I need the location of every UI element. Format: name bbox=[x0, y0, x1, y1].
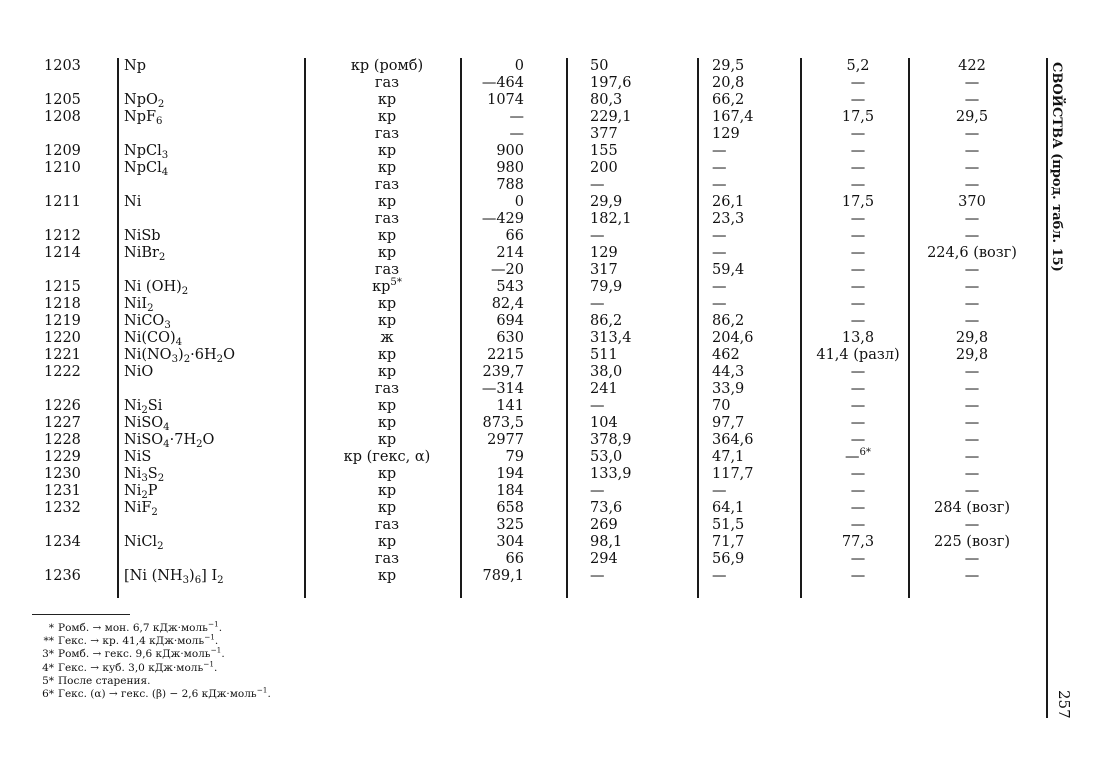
value-col-1: 980 bbox=[496, 160, 524, 176]
value-col-2: — bbox=[590, 177, 605, 193]
value-col-3: 29,5 bbox=[712, 58, 745, 74]
value-col-1: 304 bbox=[496, 534, 524, 550]
value-col-1: 66 bbox=[505, 551, 524, 567]
value-col-4: 17,5 bbox=[841, 194, 875, 210]
value-col-5: 225 (возг) bbox=[934, 534, 1010, 550]
value-col-2: — bbox=[590, 296, 605, 312]
value-col-1: 239,7 bbox=[482, 364, 524, 380]
value-col-3: — bbox=[712, 296, 727, 312]
value-col-2: 50 bbox=[590, 58, 609, 74]
table-row bbox=[0, 483, 1040, 500]
value-col-2: 38,0 bbox=[590, 364, 623, 380]
table-row bbox=[0, 551, 1040, 568]
footnote bbox=[30, 645, 430, 661]
value-col-2: 378,9 bbox=[590, 432, 632, 448]
value-col-3: 71,7 bbox=[712, 534, 745, 550]
formula: $Ni(NO_3)_2\cdot 6H_2O$ bbox=[124, 347, 235, 366]
value-col-1: 788 bbox=[496, 177, 524, 193]
value-col-3: 23,3 bbox=[712, 211, 745, 227]
footnote-mark: 4* bbox=[42, 661, 54, 674]
value-col-3: — bbox=[712, 245, 727, 261]
footnote bbox=[30, 632, 430, 648]
footnote-mark: 5* bbox=[42, 674, 54, 687]
entry-number: 1222 bbox=[44, 364, 81, 380]
value-col-3: — bbox=[712, 228, 727, 244]
footnote-text: Ромб. → мон. 6,7 кДж·моль$^{-1}$. bbox=[58, 619, 223, 634]
state: газ bbox=[374, 262, 400, 278]
value-col-2: — bbox=[590, 483, 605, 499]
formula: $NiSO_4\cdot 7H_2O$ bbox=[124, 432, 215, 451]
table-row bbox=[0, 75, 1040, 92]
table-row bbox=[0, 194, 1040, 211]
running-header: СВОЙСТВА (прод. табл. 15) bbox=[1049, 62, 1064, 272]
value-col-2: 80,3 bbox=[590, 92, 623, 108]
footnote-text: Гекс. (α) → гекс. (β) − 2,6 кДж·моль$^{-1}$. bbox=[58, 685, 271, 700]
value-col-1: 658 bbox=[496, 500, 524, 516]
footnote-mark: ** bbox=[43, 635, 54, 648]
state: кр bbox=[377, 364, 397, 380]
state: кр bbox=[377, 160, 397, 176]
formula: Ni bbox=[124, 194, 142, 210]
value-col-3: 204,6 bbox=[712, 330, 754, 346]
value-col-4: — bbox=[850, 381, 866, 397]
value-col-5: — bbox=[964, 398, 980, 414]
footnote-mark: * bbox=[48, 622, 54, 634]
value-col-4: — bbox=[850, 75, 866, 91]
value-col-5: — bbox=[964, 160, 980, 176]
value-col-5: — bbox=[964, 517, 980, 533]
state: кр bbox=[377, 194, 397, 210]
value-col-5: 29,8 bbox=[955, 347, 989, 363]
value-col-2: 241 bbox=[590, 381, 618, 397]
value-col-3: 44,3 bbox=[712, 364, 745, 380]
value-col-2: — bbox=[590, 228, 605, 244]
value-col-2: — bbox=[590, 398, 605, 414]
table-row bbox=[0, 160, 1040, 177]
value-col-2: 29,9 bbox=[590, 194, 623, 210]
footnote-text: Гекс. → кр. 41,4 кДж·моль$^{-1}$. bbox=[58, 632, 219, 648]
state: газ bbox=[374, 381, 400, 397]
footnote bbox=[30, 619, 430, 634]
formula: NiCl$_2$ bbox=[124, 534, 164, 553]
state: кр bbox=[377, 347, 397, 363]
value-col-2: 104 bbox=[590, 415, 618, 431]
value-col-3: — bbox=[712, 568, 727, 584]
value-col-3: 364,6 bbox=[712, 432, 754, 448]
entry-number: 1229 bbox=[44, 449, 81, 465]
value-col-1: 789,1 bbox=[482, 568, 524, 584]
value-col-1: 873,5 bbox=[482, 415, 524, 431]
footnote bbox=[30, 685, 430, 700]
value-col-4: — bbox=[850, 177, 866, 193]
table-row bbox=[0, 143, 1040, 160]
formula: NpO$_2$ bbox=[124, 92, 165, 111]
value-col-3: 33,9 bbox=[712, 381, 745, 397]
value-col-5: — bbox=[964, 313, 980, 329]
formula: $Ni_3S_2$ bbox=[124, 466, 165, 485]
formula: NiS bbox=[124, 449, 152, 465]
value-col-4: — bbox=[850, 245, 866, 261]
table-row bbox=[0, 517, 1040, 534]
value-col-3: 167,4 bbox=[712, 109, 754, 125]
state: кр bbox=[377, 534, 397, 550]
value-col-3: 56,9 bbox=[712, 551, 745, 567]
value-col-4: — bbox=[850, 313, 866, 329]
entry-number: 1221 bbox=[44, 347, 81, 363]
table-row bbox=[0, 228, 1040, 245]
entry-number: 1210 bbox=[44, 160, 81, 176]
table-row bbox=[0, 381, 1040, 398]
entry-number: 1228 bbox=[44, 432, 81, 448]
value-col-4: — bbox=[850, 432, 866, 448]
value-col-4: — bbox=[850, 483, 866, 499]
formula: NpCl$_3$ bbox=[124, 143, 169, 162]
formula: NiCO$_3$ bbox=[124, 313, 171, 332]
value-col-1: 0 bbox=[514, 58, 524, 74]
formula: Ni $(OH)_2$ bbox=[124, 279, 189, 298]
footnote bbox=[30, 659, 430, 674]
value-col-3: 70 bbox=[712, 398, 731, 414]
entry-number: 1226 bbox=[44, 398, 81, 414]
value-col-3: 51,5 bbox=[712, 517, 745, 533]
value-col-5: 224,6 (возг) bbox=[927, 245, 1017, 261]
state: кр bbox=[377, 143, 397, 159]
value-col-2: 511 bbox=[590, 347, 618, 363]
formula: $Ni_2P$ bbox=[124, 483, 158, 502]
table-row bbox=[0, 177, 1040, 194]
table-row bbox=[0, 109, 1040, 126]
value-col-2: 229,1 bbox=[590, 109, 632, 125]
value-col-3: — bbox=[712, 177, 727, 193]
value-col-4: — bbox=[850, 211, 866, 227]
state: кр bbox=[377, 313, 397, 329]
formula: NpF$_6$ bbox=[124, 109, 163, 128]
state: кр bbox=[377, 466, 397, 482]
value-col-5: — bbox=[964, 364, 980, 380]
footnote-mark: 6* bbox=[42, 688, 54, 700]
state: газ bbox=[374, 177, 400, 193]
formula: Np bbox=[124, 58, 146, 74]
state: кр bbox=[377, 568, 397, 584]
table-row bbox=[0, 415, 1040, 432]
state: кр bbox=[377, 245, 397, 261]
table-row bbox=[0, 534, 1040, 551]
formula: NiI$_2$ bbox=[124, 296, 154, 315]
value-col-2: 182,1 bbox=[590, 211, 632, 227]
value-col-3: 20,8 bbox=[712, 75, 745, 91]
entry-number: 1211 bbox=[44, 194, 81, 210]
value-col-4: — bbox=[850, 415, 866, 431]
value-col-4: 17,5 bbox=[841, 109, 875, 125]
entry-number: 1205 bbox=[44, 92, 81, 108]
value-col-1: 82,4 bbox=[491, 296, 524, 312]
state: $кр^{5*}$ bbox=[372, 276, 402, 295]
value-col-2: 79,9 bbox=[590, 279, 623, 295]
value-col-1: 141 bbox=[496, 398, 524, 414]
table-row bbox=[0, 126, 1040, 143]
value-col-4: — bbox=[850, 143, 866, 159]
value-col-3: 462 bbox=[712, 347, 740, 363]
value-col-4: — bbox=[850, 296, 866, 312]
value-col-4: — bbox=[850, 517, 866, 533]
value-col-5: — bbox=[964, 381, 980, 397]
entry-number: 1227 bbox=[44, 415, 81, 431]
value-col-2: 86,2 bbox=[590, 313, 623, 329]
value-col-3: 26,1 bbox=[712, 194, 745, 210]
value-col-2: 294 bbox=[590, 551, 618, 567]
table-row bbox=[0, 398, 1040, 415]
value-col-1: 0 bbox=[514, 194, 524, 210]
table-row bbox=[0, 500, 1040, 517]
value-col-1: — bbox=[509, 126, 524, 142]
value-col-4: 41,4 (разл) bbox=[816, 347, 900, 363]
state: кр (ромб) bbox=[350, 58, 424, 74]
value-col-5: — bbox=[964, 279, 980, 295]
value-col-4: — bbox=[850, 568, 866, 584]
footnote-text: Гекс. → куб. 3,0 кДж·моль$^{-1}$. bbox=[58, 659, 218, 674]
value-col-2: 377 bbox=[590, 126, 618, 142]
value-col-3: 64,1 bbox=[712, 500, 745, 516]
state: газ bbox=[374, 126, 400, 142]
table-row bbox=[0, 568, 1040, 585]
entry-number: 1212 bbox=[44, 228, 81, 244]
value-col-1: —314 bbox=[481, 381, 524, 397]
value-col-4: — bbox=[850, 126, 866, 142]
entry-number: 1231 bbox=[44, 483, 81, 499]
table-row bbox=[0, 432, 1040, 449]
value-col-5: — bbox=[964, 466, 980, 482]
value-col-4: — bbox=[850, 279, 866, 295]
entry-number: 1220 bbox=[44, 330, 81, 346]
value-col-5: — bbox=[964, 228, 980, 244]
value-col-2: 269 bbox=[590, 517, 618, 533]
value-col-4: — bbox=[850, 92, 866, 108]
value-col-5: — bbox=[964, 449, 980, 465]
value-col-4: — bbox=[850, 262, 866, 278]
value-col-1: —20 bbox=[491, 262, 524, 278]
entry-number: 1218 bbox=[44, 296, 81, 312]
state: газ bbox=[374, 211, 400, 227]
value-col-5: — bbox=[964, 568, 980, 584]
value-col-1: 325 bbox=[496, 517, 524, 533]
entry-number: 1215 bbox=[44, 279, 81, 295]
value-col-3: — bbox=[712, 279, 727, 295]
state: кр bbox=[377, 296, 397, 312]
value-col-5: 370 bbox=[958, 194, 986, 210]
value-col-3: — bbox=[712, 143, 727, 159]
state: кр bbox=[377, 228, 397, 244]
value-col-4: — bbox=[850, 466, 866, 482]
value-col-3: — bbox=[712, 483, 727, 499]
value-col-1: 2977 bbox=[487, 432, 524, 448]
value-col-5: — bbox=[964, 432, 980, 448]
value-col-1: 900 bbox=[496, 143, 524, 159]
value-col-2: 53,0 bbox=[590, 449, 623, 465]
value-col-5: — bbox=[964, 92, 980, 108]
value-col-5: — bbox=[964, 296, 980, 312]
value-col-5: — bbox=[964, 262, 980, 278]
value-col-3: — bbox=[712, 160, 727, 176]
formula: NiO bbox=[124, 364, 154, 380]
value-col-4: — bbox=[850, 364, 866, 380]
value-col-1: 214 bbox=[496, 245, 524, 261]
value-col-2: 98,1 bbox=[590, 534, 623, 550]
value-col-1: — bbox=[509, 109, 524, 125]
table-row bbox=[0, 245, 1040, 262]
value-col-4: 13,8 bbox=[841, 330, 875, 346]
value-col-1: —429 bbox=[481, 211, 524, 227]
value-col-3: 47,1 bbox=[712, 449, 745, 465]
value-col-2: 133,9 bbox=[590, 466, 632, 482]
state: кр bbox=[377, 432, 397, 448]
table-row bbox=[0, 347, 1040, 364]
value-col-3: 66,2 bbox=[712, 92, 745, 108]
value-col-2: 313,4 bbox=[590, 330, 632, 346]
value-col-2: 129 bbox=[590, 245, 618, 261]
value-col-3: 129 bbox=[712, 126, 740, 142]
formula: NpCl$_4$ bbox=[124, 160, 169, 179]
value-col-5: — bbox=[964, 177, 980, 193]
value-col-3: 86,2 bbox=[712, 313, 745, 329]
value-col-3: 59,4 bbox=[712, 262, 745, 278]
table-row bbox=[0, 313, 1040, 330]
formula: [Ni $(NH_3)_6$] $I_2$ bbox=[124, 568, 224, 587]
value-col-1: 630 bbox=[496, 330, 524, 346]
formula: NiBr$_2$ bbox=[124, 245, 166, 264]
state: кр bbox=[377, 483, 397, 499]
value-col-2: 200 bbox=[590, 160, 618, 176]
table-row bbox=[0, 262, 1040, 279]
value-col-1: —464 bbox=[481, 75, 524, 91]
value-col-5: — bbox=[964, 126, 980, 142]
value-col-2: 155 bbox=[590, 143, 618, 159]
table-row bbox=[0, 364, 1040, 381]
value-col-1: 79 bbox=[505, 449, 524, 465]
table-row bbox=[0, 58, 1040, 75]
value-col-5: — bbox=[964, 211, 980, 227]
state: ж bbox=[380, 330, 394, 346]
value-col-4: — bbox=[850, 160, 866, 176]
value-col-4: — bbox=[850, 228, 866, 244]
formula: NiSO$_4$ bbox=[124, 415, 170, 434]
value-col-5: — bbox=[964, 415, 980, 431]
state: кр bbox=[377, 109, 397, 125]
value-col-3: 97,7 bbox=[712, 415, 745, 431]
entry-number: 1232 bbox=[44, 500, 81, 516]
value-col-4: — bbox=[850, 500, 866, 516]
footnote-text: После старения. bbox=[58, 674, 151, 687]
footnote bbox=[30, 675, 430, 687]
formula: $Ni(CO)_4$ bbox=[124, 330, 183, 349]
value-col-3: 117,7 bbox=[712, 466, 754, 482]
state: кр (гекс, α) bbox=[343, 449, 431, 465]
table-row bbox=[0, 211, 1040, 228]
value-col-1: 184 bbox=[496, 483, 524, 499]
value-col-2: 197,6 bbox=[590, 75, 632, 91]
table-row bbox=[0, 276, 1040, 298]
table-row bbox=[0, 296, 1040, 313]
value-col-5: — bbox=[964, 551, 980, 567]
formula: NiSb bbox=[124, 228, 161, 244]
value-col-2: 73,6 bbox=[590, 500, 623, 516]
state: кр bbox=[377, 500, 397, 516]
value-col-1: 194 bbox=[496, 466, 524, 482]
entry-number: 1234 bbox=[44, 534, 81, 550]
value-col-5: 422 bbox=[958, 58, 986, 74]
formula: $Ni_2Si$ bbox=[124, 398, 163, 417]
value-col-1: 2215 bbox=[487, 347, 524, 363]
state: кр bbox=[377, 398, 397, 414]
value-col-2: — bbox=[590, 568, 605, 584]
value-col-5: 284 (возг) bbox=[934, 500, 1010, 516]
value-col-1: 1074 bbox=[487, 92, 524, 108]
formula: NiF$_2$ bbox=[124, 500, 158, 519]
table-row bbox=[0, 330, 1040, 347]
value-col-5: 29,5 bbox=[955, 109, 989, 125]
value-col-5: — bbox=[964, 143, 980, 159]
entry-number: 1208 bbox=[44, 109, 81, 125]
value-col-1: 543 bbox=[496, 279, 524, 295]
footnote-mark: 3* bbox=[42, 648, 54, 661]
table-row bbox=[0, 446, 1040, 466]
value-col-1: 66 bbox=[505, 228, 524, 244]
state: кр bbox=[377, 415, 397, 431]
table-row bbox=[0, 92, 1040, 109]
entry-number: 1230 bbox=[44, 466, 81, 482]
state: кр bbox=[377, 92, 397, 108]
state: газ bbox=[374, 75, 400, 91]
value-col-1: 694 bbox=[496, 313, 524, 329]
entry-number: 1219 bbox=[44, 313, 81, 329]
state: газ bbox=[374, 517, 400, 533]
value-col-5: — bbox=[964, 483, 980, 499]
entry-number: 1214 bbox=[44, 245, 81, 261]
entry-number: 1209 bbox=[44, 143, 81, 159]
value-col-4: 77,3 bbox=[841, 534, 875, 550]
value-col-5: 29,8 bbox=[955, 330, 989, 346]
state: газ bbox=[374, 551, 400, 567]
entry-number: 1203 bbox=[44, 58, 81, 74]
footnote-text: Ромб. → гекс. 9,6 кДж·моль$^{-1}$. bbox=[58, 645, 225, 661]
page-number: 257 bbox=[1055, 690, 1073, 719]
value-col-4: —$^{6*}$ bbox=[844, 446, 871, 465]
footnote-rule bbox=[32, 614, 130, 615]
value-col-4: — bbox=[850, 398, 866, 414]
value-col-4: — bbox=[850, 551, 866, 567]
value-col-4: 5,2 bbox=[846, 58, 870, 74]
table-row bbox=[0, 466, 1040, 483]
value-col-2: 317 bbox=[590, 262, 618, 278]
value-col-5: — bbox=[964, 75, 980, 91]
entry-number: 1236 bbox=[44, 568, 81, 584]
